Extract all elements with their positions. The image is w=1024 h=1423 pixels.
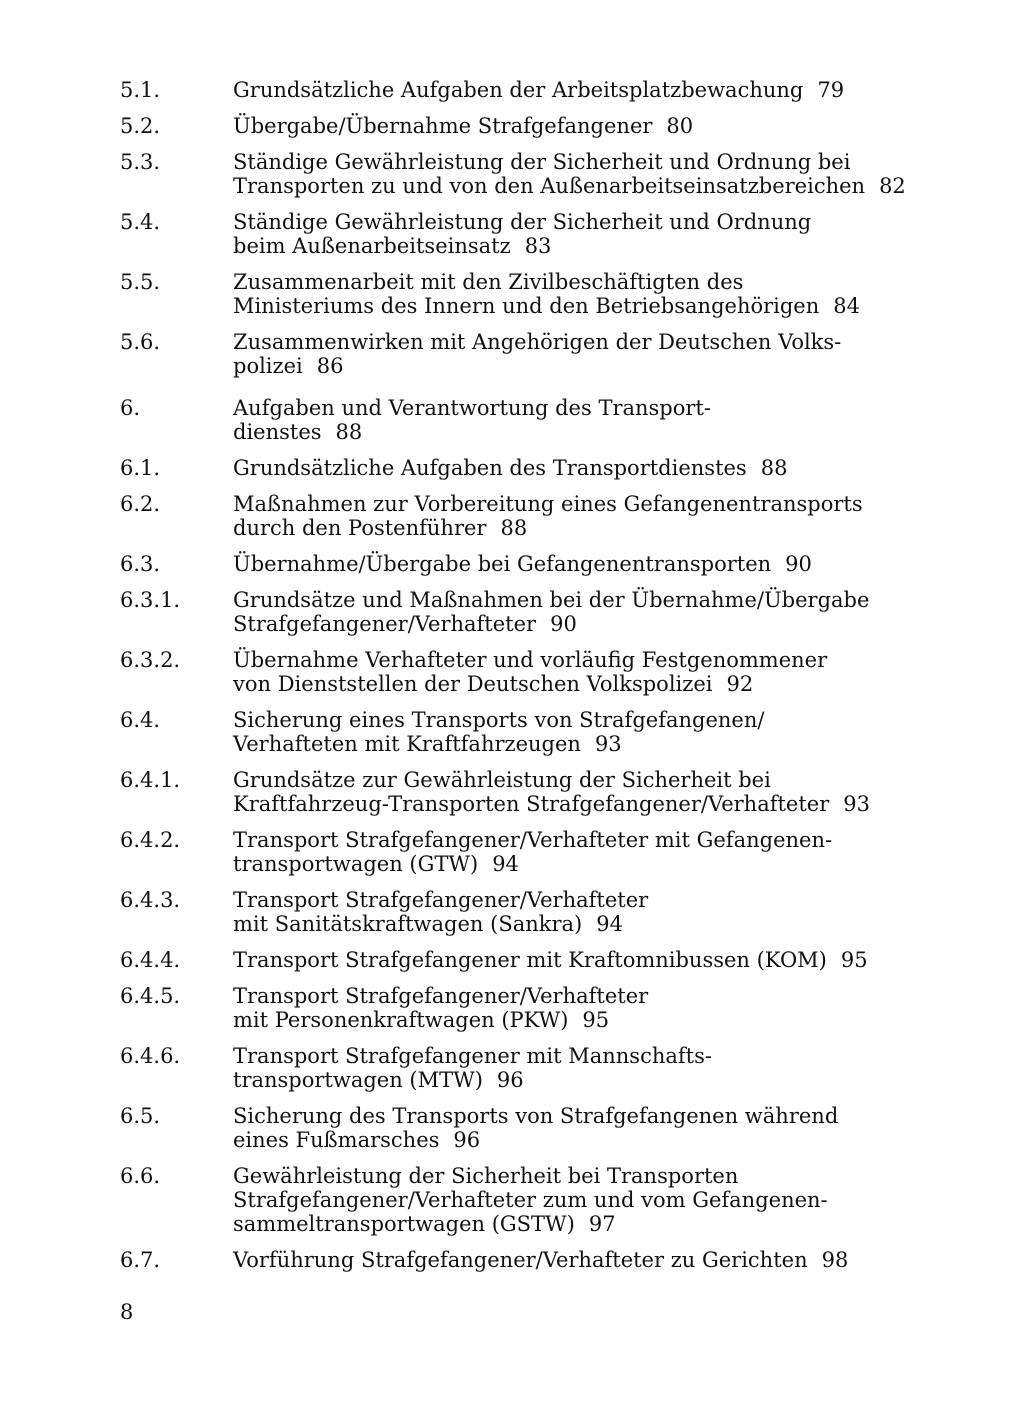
table-of-contents — [120, 78, 906, 1284]
toc-entry-title-text: Aufgaben und Verantwortung des Transport- — [233, 396, 711, 420]
toc-entry-number: 5.3. — [120, 150, 161, 174]
toc-entry-title-line — [233, 912, 900, 936]
toc-entry-title-text: Ministeriums des Innern und den Betriebsangehörigen — [233, 294, 820, 318]
toc-entry-title — [233, 1104, 900, 1152]
toc-entry — [120, 1164, 900, 1236]
toc-entry-title-text: Transport Strafgefangener mit Kraftomnibussen (KOM) — [233, 948, 827, 972]
toc-entry-title-text: Übergabe/Übernahme Strafgefangener — [233, 114, 653, 138]
toc-entry-title-text: Grundsätze und Maßnahmen bei der Übernahme/Übergabe — [233, 588, 870, 612]
toc-entry — [120, 984, 900, 1032]
toc-entry-title-text: Transport Strafgefangener/Verhafteter mit Gefangenen- — [233, 828, 833, 852]
toc-entry-title-line — [233, 612, 900, 636]
toc-entry-title — [233, 708, 900, 756]
toc-entry-title-text: Transporten zu und von den Außenarbeitseinsatzbereichen — [233, 174, 866, 198]
toc-entry-title-text: Sicherung des Transports von Strafgefangenen während — [233, 1104, 839, 1128]
toc-entry-title — [233, 150, 906, 198]
toc-entry-title — [233, 78, 900, 102]
toc-entry-title-line — [233, 852, 900, 876]
toc-entry-number: 6.2. — [120, 492, 161, 516]
toc-entry-title — [233, 948, 900, 972]
toc-entry-title-line — [233, 354, 900, 378]
toc-entry-title — [233, 456, 900, 480]
toc-entry-title — [233, 210, 900, 258]
toc-entry-title-line — [233, 1128, 900, 1152]
toc-entry-title-text: Übernahme/Übergabe bei Gefangenentransporten — [233, 552, 772, 576]
toc-entry-number: 5.4. — [120, 210, 161, 234]
toc-entry-page-ref: 93 — [843, 792, 870, 816]
toc-entry-page-ref: 88 — [335, 420, 363, 444]
toc-entry-title — [233, 1044, 900, 1092]
toc-entry-title-line — [233, 984, 900, 1008]
toc-entry-title-text: Kraftfahrzeug-Transporten Strafgefangener/Verhafteter — [233, 792, 830, 816]
toc-entry-title-text: polizei — [233, 354, 303, 378]
toc-entry-title — [233, 492, 900, 540]
toc-entry-page-ref: 92 — [726, 672, 754, 696]
toc-entry-title-line — [233, 174, 906, 198]
toc-entry-title — [233, 270, 900, 318]
toc-entry-page-ref: 79 — [817, 78, 845, 102]
toc-entry-title-line — [233, 1164, 900, 1188]
toc-entry-title-text: Verhafteten mit Kraftfahrzeugen — [233, 732, 581, 756]
toc-entry — [120, 948, 900, 972]
toc-entry-title-text: Strafgefangener/Verhafteter — [233, 612, 537, 636]
toc-entry — [120, 708, 900, 756]
toc-entry-title-line — [233, 1248, 900, 1272]
toc-entry-number: 6.5. — [120, 1104, 161, 1128]
toc-entry-title-line — [233, 210, 900, 234]
toc-entry-number: 6.4.6. — [120, 1044, 181, 1068]
toc-entry-title — [233, 330, 900, 378]
toc-entry-title-text: Grundsätzliche Aufgaben der Arbeitsplatzbewachung — [233, 78, 804, 102]
toc-entry-title — [233, 984, 900, 1032]
toc-entry-title — [233, 1248, 900, 1272]
toc-entry-title — [233, 768, 900, 816]
toc-entry-title — [233, 396, 900, 444]
toc-entry-title — [233, 648, 900, 696]
toc-entry-page-ref: 86 — [316, 354, 344, 378]
toc-entry-title-text: Vorführung Strafgefangener/Verhafteter zu Gerichten — [233, 1248, 808, 1272]
toc-entry-page-ref: 88 — [500, 516, 528, 540]
toc-entry-number: 6.4.5. — [120, 984, 181, 1008]
toc-entry-title-line — [233, 672, 900, 696]
toc-entry — [120, 210, 900, 258]
toc-entry-title-text: Zusammenarbeit mit den Zivilbeschäftigten des — [233, 270, 744, 294]
toc-entry-number: 6.3.1. — [120, 588, 181, 612]
toc-entry-title-line — [233, 732, 900, 756]
toc-entry-title-line — [233, 552, 900, 576]
toc-entry-number: 5.6. — [120, 330, 161, 354]
toc-entry-page-ref: 90 — [785, 552, 812, 576]
toc-entry-title-text: Grundsätzliche Aufgaben des Transportdienstes — [233, 456, 747, 480]
toc-entry-page-ref: 98 — [821, 1248, 849, 1272]
toc-entry — [120, 768, 900, 816]
toc-entry — [120, 78, 900, 102]
toc-entry-title-line — [233, 294, 900, 318]
toc-entry-page-ref: 90 — [550, 612, 577, 636]
toc-entry-title-line — [233, 114, 900, 138]
toc-entry-title-text: Übernahme Verhafteter und vorläufig Festgenommener — [233, 648, 828, 672]
toc-entry-title-text: Maßnahmen zur Vorbereitung eines Gefangenentransports — [233, 492, 863, 516]
toc-entry-title-text: Strafgefangener/Verhafteter zum und vom Gefangenen- — [233, 1188, 828, 1212]
toc-entry-title-line — [233, 420, 900, 444]
toc-entry-number: 6.6. — [120, 1164, 161, 1188]
toc-entry-title-line — [233, 516, 900, 540]
toc-entry-title-line — [233, 588, 900, 612]
toc-entry — [120, 396, 900, 444]
toc-entry-number: 6.7. — [120, 1248, 161, 1272]
toc-entry-number: 5.5. — [120, 270, 161, 294]
toc-entry-title-text: von Dienststellen der Deutschen Volkspolizei — [233, 672, 713, 696]
toc-entry-title-line — [233, 1044, 900, 1068]
toc-entry — [120, 888, 900, 936]
toc-entry-page-ref: 83 — [524, 234, 552, 258]
toc-entry-title-text: transportwagen (MTW) — [233, 1068, 483, 1092]
toc-entry-title-line — [233, 330, 900, 354]
toc-entry-number: 6.3. — [120, 552, 161, 576]
toc-entry-title-text: Sicherung eines Transports von Strafgefangenen/ — [233, 708, 765, 732]
toc-entry-title — [233, 1164, 900, 1236]
toc-entry-number: 5.2. — [120, 114, 161, 138]
toc-entry-title-text: mit Personenkraftwagen (PKW) — [233, 1008, 569, 1032]
toc-entry-title-text: Transport Strafgefangener/Verhafteter — [233, 984, 649, 1008]
toc-entry-title — [233, 588, 900, 636]
toc-entry-page-ref: 94 — [492, 852, 519, 876]
toc-entry — [120, 1104, 900, 1152]
toc-entry-title-line — [233, 456, 900, 480]
toc-entry-title-text: eines Fußmarsches — [233, 1128, 440, 1152]
toc-entry — [120, 828, 900, 876]
toc-entry-page-ref: 95 — [840, 948, 868, 972]
toc-entry-title-text: Gewährleistung der Sicherheit bei Transporten — [233, 1164, 739, 1188]
toc-entry-title — [233, 828, 900, 876]
toc-entry-title-line — [233, 1008, 900, 1032]
page-number: 8 — [120, 1300, 134, 1324]
toc-entry-title-line — [233, 1188, 900, 1212]
toc-entry-number: 6.4.4. — [120, 948, 181, 972]
toc-entry-title-text: Transport Strafgefangener/Verhafteter — [233, 888, 649, 912]
toc-entry-title-line — [233, 270, 900, 294]
toc-entry-title-text: sammeltransportwagen (GSTW) — [233, 1212, 575, 1236]
toc-entry-title-line — [233, 648, 900, 672]
toc-entry-title-text: Ständige Gewährleistung der Sicherheit und Ordnung bei — [233, 150, 851, 174]
toc-entry-title-line — [233, 792, 900, 816]
toc-entry-title-line — [233, 708, 900, 732]
toc-entry-number: 5.1. — [120, 78, 161, 102]
toc-entry — [120, 114, 900, 138]
toc-entry-title-line — [233, 396, 900, 420]
toc-entry — [120, 270, 900, 318]
toc-entry — [120, 456, 900, 480]
toc-entry-title-line — [233, 828, 900, 852]
toc-entry-title-line — [233, 1104, 900, 1128]
toc-entry-title — [233, 888, 900, 936]
toc-entry-number: 6.4.3. — [120, 888, 181, 912]
toc-entry-page-ref: 96 — [496, 1068, 524, 1092]
toc-entry — [120, 648, 900, 696]
toc-entry-number: 6.4.2. — [120, 828, 181, 852]
toc-entry-page-ref: 82 — [879, 174, 906, 198]
toc-entry-title — [233, 114, 900, 138]
toc-entry-title-text: transportwagen (GTW) — [233, 852, 479, 876]
toc-entry-title-line — [233, 1068, 900, 1092]
toc-entry-title-line — [233, 492, 900, 516]
toc-entry-title-line — [233, 150, 900, 174]
toc-entry-page-ref: 93 — [594, 732, 622, 756]
toc-entry-page-ref: 97 — [588, 1212, 616, 1236]
toc-entry-title-line — [233, 948, 900, 972]
toc-entry-title-text: Transport Strafgefangener mit Mannschafts- — [233, 1044, 712, 1068]
toc-entry-title-line — [233, 1212, 900, 1236]
toc-entry-title-line — [233, 234, 900, 258]
toc-entry-title-text: durch den Postenführer — [233, 516, 487, 540]
toc-entry-title-line — [233, 78, 900, 102]
toc-entry-title-text: Ständige Gewährleistung der Sicherheit und Ordnung — [233, 210, 812, 234]
toc-entry-page-ref: 84 — [833, 294, 860, 318]
toc-entry-title-text: Grundsätze zur Gewährleistung der Sicherheit bei — [233, 768, 771, 792]
toc-entry-title — [233, 552, 900, 576]
toc-entry-number: 6.4.1. — [120, 768, 181, 792]
toc-entry — [120, 588, 900, 636]
toc-entry-page-ref: 88 — [760, 456, 788, 480]
toc-entry — [120, 1248, 900, 1272]
toc-entry — [120, 330, 900, 378]
toc-entry — [120, 492, 900, 540]
toc-entry-title-line — [233, 768, 900, 792]
toc-entry-title-line — [233, 888, 900, 912]
toc-entry-page-ref: 95 — [582, 1008, 610, 1032]
toc-entry-title-text: mit Sanitätskraftwagen (Sankra) — [233, 912, 583, 936]
toc-entry-title-text: dienstes — [233, 420, 322, 444]
toc-entry-title-text: Zusammenwirken mit Angehörigen der Deutschen Volks- — [233, 330, 842, 354]
toc-entry — [120, 552, 900, 576]
toc-entry-number: 6. — [120, 396, 141, 420]
toc-entry-number: 6.1. — [120, 456, 161, 480]
toc-entry-number: 6.3.2. — [120, 648, 181, 672]
toc-entry — [120, 150, 906, 198]
toc-entry-title-text: beim Außenarbeitseinsatz — [233, 234, 511, 258]
toc-entry-page-ref: 96 — [453, 1128, 481, 1152]
toc-entry-page-ref: 94 — [596, 912, 623, 936]
toc-entry-page-ref: 80 — [666, 114, 694, 138]
toc-entry-number: 6.4. — [120, 708, 161, 732]
toc-entry — [120, 1044, 900, 1092]
